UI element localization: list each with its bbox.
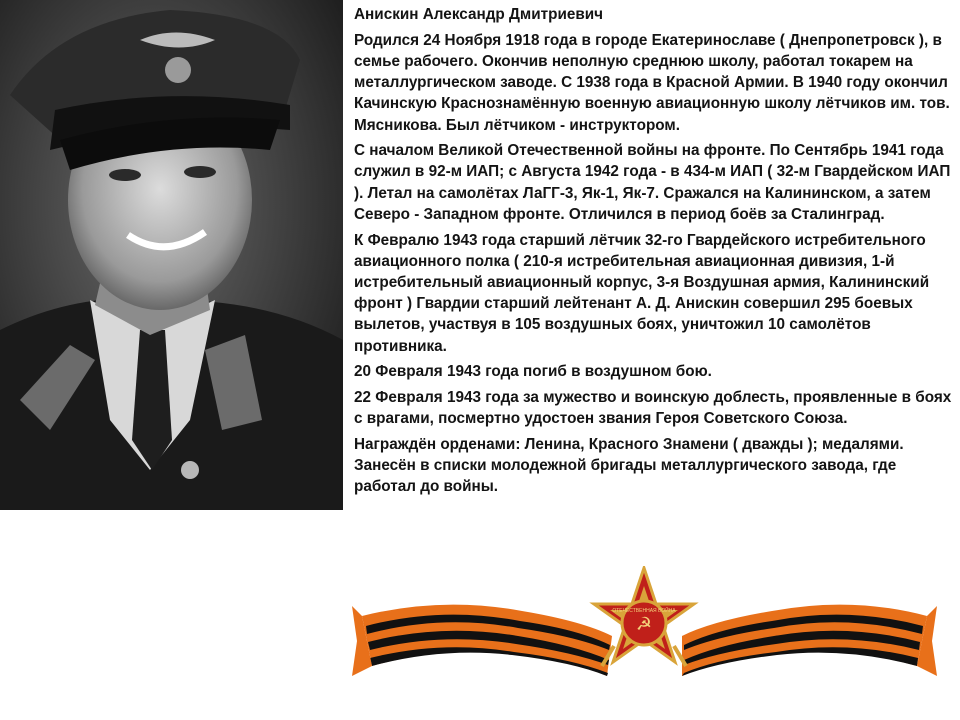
bio-name: Анискин Александр Дмитриевич — [354, 6, 604, 23]
ribbon-right — [682, 605, 937, 676]
bio-paragraph-hero: 22 Февраля 1943 года за мужество и воинскую доблесть, проявленные в боях с врагами, посмертно удостоен звания Героя Советского Союза. — [354, 388, 952, 428]
bio-paragraph-birth: Родился 24 Ноября 1918 года в городе Екатеринославе ( Днепропетровск ), в семье рабочего. Окончив неполную среднюю школу, работал токарем на металлургическом заводе. С 1938 года в Красной Армии. В 1940 году окончил Качинскую Краснознамённую военную авиационную школу лётчиков им. тов. Мясникова. Был лётчиком - инструктором. — [354, 31, 950, 134]
ribbon-left — [352, 605, 612, 676]
hammer-sickle-icon: ☭ — [635, 614, 653, 635]
biography-text — [354, 4, 954, 502]
bio-paragraph-awards: Награждён орденами: Ленина, Красного Знамени ( дважды ); медалями. Занесён в списки молодежной бригады металлургического завода, где работал до войны. — [354, 435, 904, 496]
bio-paragraph-death: 20 Февраля 1943 года погиб в воздушном бою. — [354, 363, 712, 381]
portrait-photo — [0, 0, 343, 510]
order-patriotic-war-emblem — [594, 568, 694, 666]
order-text: ОТЕЧЕСТВЕННАЯ ВОЙНА — [612, 608, 676, 614]
st-george-ribbon-emblem — [352, 566, 937, 718]
bio-paragraph-war: С началом Великой Отечественной войны на фронте. По Сентябрь 1941 года служил в 92-м ИАП; с Августа 1942 года - в 434-м ИАП ( 32-м Гвардейском ИАП ). Летал на самолётах ЛаГГ-3, Як-1, Як-7. Сражался на Калининском, а затем Северо - Западном фронте. Отличился в период боёв за Сталинград. — [354, 142, 951, 223]
bio-paragraph-feb-1943: К Февралю 1943 года старший лётчик 32-го Гвардейского истребительного авиационного полка ( 210-я истребительная авиационная дивизия, 1-й истребительный авиационный корпус, 3-я Воздушная армия, Калининский фронт ) Гвардии старший лейтенант А. Д. Анискин совершил 295 боевых вылетов, участвуя в 105 воздушных боях, уничтожил 10 самолётов противника. — [354, 231, 930, 355]
